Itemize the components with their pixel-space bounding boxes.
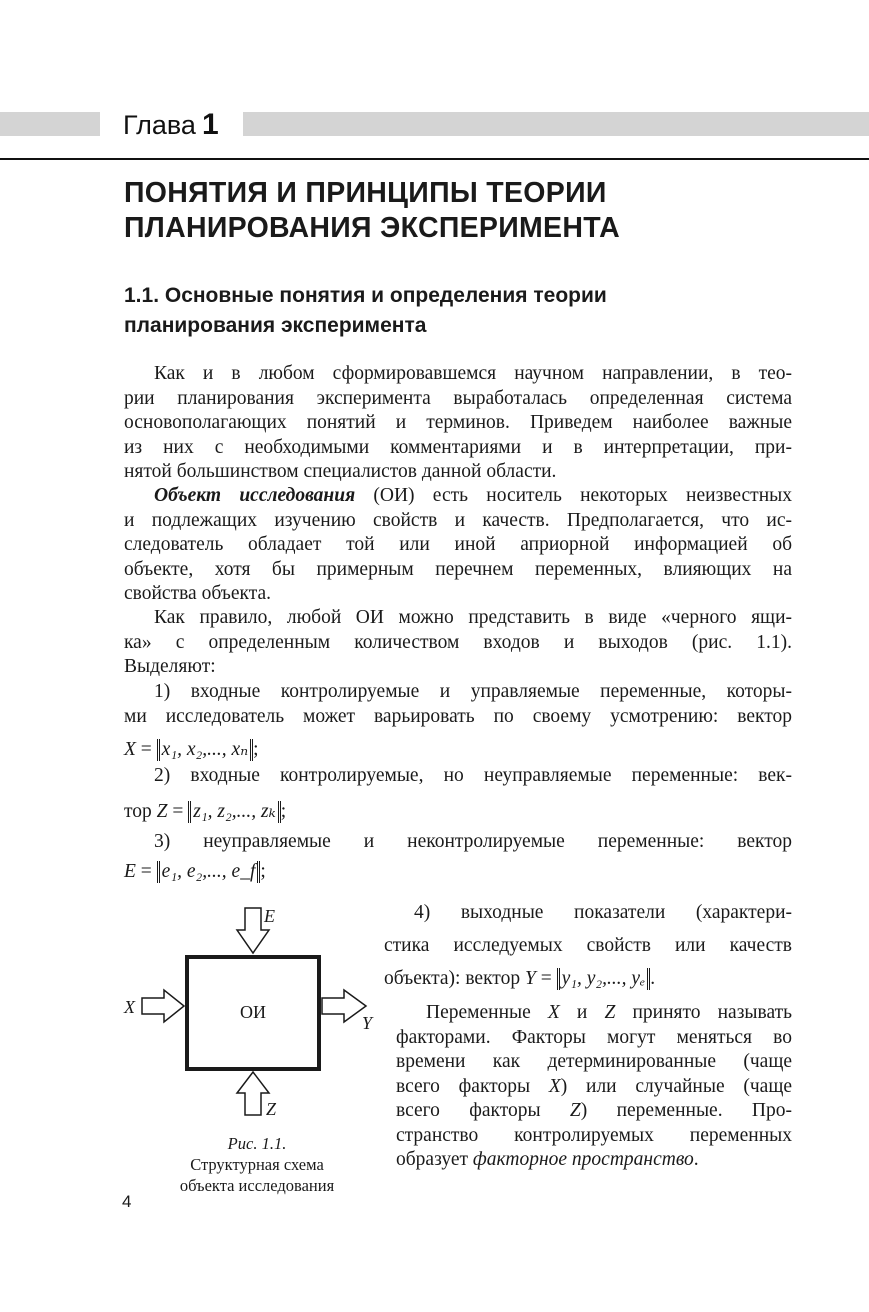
text-fragment: всего факторы [396, 1100, 570, 1121]
text-fragment: Переменные [426, 1002, 548, 1023]
text-fragment: всего факторы [396, 1075, 549, 1097]
list-item-3 [124, 830, 792, 855]
formula-prefix: объекта): вектор [384, 968, 525, 989]
chapter-title [124, 176, 844, 246]
chapter-title-line-1: ПОНЯТИЯ И ПРИНЦИПЫ ТЕОРИИ [124, 177, 607, 209]
formula-eq: = [135, 739, 157, 760]
var-z: Z [569, 1100, 581, 1121]
formula-norm: z₁, z₂,..., zₖ [188, 801, 280, 823]
formula-end: ; [280, 801, 287, 822]
term-factor-space: факторное пространство [472, 1149, 694, 1170]
text-fragment: . [693, 1149, 699, 1170]
formula-end: ; [260, 861, 266, 882]
label-y: Y [362, 1013, 373, 1033]
label-z: Z [266, 1099, 277, 1119]
text-line: странство контролируемых переменных [396, 1124, 792, 1146]
formula-var: X [124, 739, 136, 760]
section-title-line-2: планирования эксперимента [124, 314, 427, 337]
object-box-label: ОИ [240, 1002, 266, 1022]
formula-norm: y₁, y₂,..., yₑ [557, 968, 651, 990]
list-item-1 [124, 680, 792, 729]
arrow-y-output [322, 990, 366, 1022]
chapter-bar-left [0, 112, 100, 136]
text-fragment: ) или случайные (чаще [560, 1075, 793, 1097]
formula-var: E [124, 861, 136, 882]
text-line [396, 1001, 792, 1026]
formula-eq: = [535, 968, 557, 989]
black-box-diagram [120, 905, 390, 1125]
text-fragment: ) переменные. Про- [580, 1100, 792, 1121]
text-line: нятой большинством специалистов данной области. [124, 461, 557, 482]
text-fragment: (ОИ) есть носитель некоторых неизвестных [355, 485, 792, 506]
chapter-bar-right [243, 112, 869, 136]
text-fragment: и [559, 1002, 605, 1023]
text-line: Как и в любом сформировавшемся научном направлении, в тео- [154, 363, 792, 384]
text-line: факторами. Факторы могут меняться во [396, 1026, 792, 1048]
text-line: объекте, хотя бы примерным перечнем переменных, влияющих на [124, 558, 792, 580]
arrow-z-input [237, 1072, 269, 1115]
list-item-4 [384, 896, 792, 995]
formula-norm: e₁, e₂,..., e_f [157, 861, 261, 883]
var-x: X [548, 1075, 561, 1097]
formula-prefix: тор [124, 801, 157, 822]
text-line: стика исследуемых свойств или качеств [384, 935, 792, 956]
formula-z [124, 798, 792, 826]
text-line [396, 1099, 792, 1124]
text-line: ка» с определенным количеством входов и выходов (рис. 1.1). [124, 631, 792, 653]
caption-fig-number: Рис. 1.1. [227, 1134, 287, 1153]
chapter-title-line-2: ПЛАНИРОВАНИЯ ЭКСПЕРИМЕНТА [124, 212, 621, 244]
text-line [396, 1075, 792, 1100]
text-line: 4) выходные показатели (характери- [414, 902, 792, 923]
formula-x [124, 736, 792, 764]
formula-eq: = [135, 861, 157, 882]
text-line: 1) входные контролируемые и управляемые переменные, которы- [154, 681, 792, 702]
text-line: рии планирования эксперимента выработалась определенная система [124, 387, 792, 409]
formula-line [124, 798, 792, 826]
figure-caption [124, 1133, 390, 1196]
formula-norm: x₁, x₂,..., xₙ [157, 739, 253, 761]
formula-eq: = [167, 801, 189, 822]
chapter-word: Глава [123, 110, 196, 140]
formula-line [384, 962, 792, 995]
text-line: ми исследователь может варьировать по своему усмотрению: вектор [124, 705, 792, 727]
var-x: X [547, 1002, 560, 1023]
caption-line-2: объекта исследования [179, 1176, 335, 1195]
text-fragment: образует [396, 1149, 473, 1170]
text-line: 3) неуправляемые и неконтролируемые переменные: вектор [154, 831, 792, 852]
text-line: Как правило, любой ОИ можно представить в виде «черного ящи- [154, 607, 792, 628]
paragraph-factors [396, 1001, 792, 1173]
text-line: основополагающих понятий и терминов. Приведем наиболее важные [124, 412, 792, 433]
text-line: 2) входные контролируемые, но неуправляемые переменные: век- [154, 765, 792, 786]
paragraph-object-definition [124, 484, 792, 607]
text-line: Выделяют: [124, 656, 216, 677]
caption-line-1 [124, 1133, 390, 1175]
text-line: свойства объекта. [124, 583, 272, 604]
chapter-label [123, 108, 219, 142]
text-line: и подлежащих изучению свойств и качеств. Предполагается, что ис- [124, 509, 792, 531]
caption-text: Структурная схема [190, 1155, 324, 1174]
paragraph-black-box [124, 606, 792, 680]
formula-var: Z [156, 801, 168, 822]
section-title [124, 281, 824, 341]
chapter-number: 1 [201, 108, 219, 141]
text-fragment: принято называть [615, 1002, 793, 1023]
label-x: X [124, 997, 135, 1017]
chapter-rule [0, 158, 869, 160]
page-number: 4 [122, 1192, 132, 1211]
text-line [396, 1148, 792, 1173]
text-line: времени как детерминированные (чаще [396, 1051, 792, 1072]
text-line: из них с необходимыми комментариями и в интерпретации, при- [124, 436, 792, 458]
formula-var: Y [524, 968, 536, 989]
formula-line [124, 858, 792, 886]
formula-end: ; [253, 739, 259, 760]
arrow-x-input [142, 990, 184, 1022]
text-line [124, 484, 792, 509]
paragraph-intro [124, 362, 792, 485]
list-item-2 [124, 764, 792, 789]
formula-e [124, 858, 792, 886]
text-line: следователь обладает той или иной априорной информацией об [124, 534, 792, 555]
var-z: Z [604, 1002, 616, 1023]
formula-line [124, 736, 792, 764]
section-title-line-1: 1.1. Основные понятия и определения теории [124, 284, 607, 307]
formula-end: . [650, 968, 656, 989]
label-e: E [264, 906, 275, 926]
term-object: Объект исследования [154, 485, 356, 506]
